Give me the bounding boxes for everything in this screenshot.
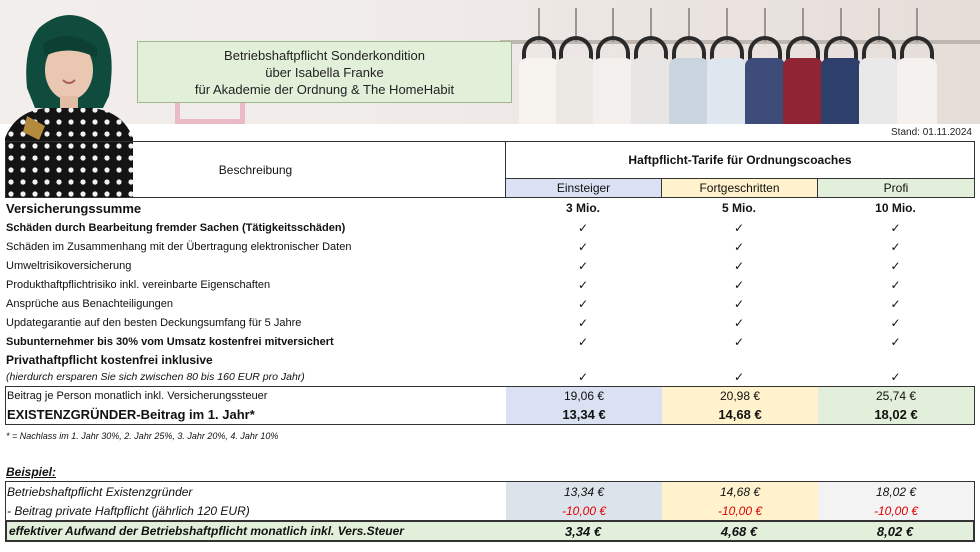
table-row: [5, 256, 975, 275]
check-icon: ✓: [733, 370, 745, 384]
row-label: Schäden durch Bearbeitung fremder Sachen (Tätigkeitsschäden): [6, 221, 346, 234]
row-value: 10 Mio.: [875, 201, 916, 215]
check-icon: ✓: [577, 370, 589, 384]
row-value: 3 Mio.: [565, 201, 600, 215]
garment: [745, 58, 785, 124]
offer-line: Betriebshaftpflicht Sonderkondition: [224, 47, 425, 63]
effective-cost-value: 3,34 €: [564, 523, 602, 539]
garment: [859, 58, 899, 124]
check-icon: ✓: [733, 239, 745, 254]
table-row: [5, 199, 975, 217]
row-label: Ansprüche aus Benachteiligungen: [6, 297, 173, 310]
table-row: [5, 218, 975, 237]
row-label: Schäden im Zusammenhang mit der Übertragung elektronischer Daten: [6, 240, 352, 253]
check-icon: ✓: [733, 315, 745, 330]
offer-info-box: [137, 41, 512, 103]
example-value: 18,02 €: [818, 482, 974, 502]
founder-price-value: 18,02 €: [818, 405, 974, 424]
garment: [783, 58, 823, 124]
monthly-price-value: 19,06 €: [506, 387, 662, 405]
example-value: -10,00 €: [506, 501, 662, 520]
table-header: [5, 141, 975, 198]
effective-cost-row: [5, 520, 975, 542]
pricing-box: [5, 386, 975, 425]
row-label: Produkthaftpflichtrisiko inkl. vereinbarte Eigenschaften: [6, 278, 271, 291]
description-header: Beschreibung: [6, 142, 506, 197]
monthly-price-value: 20,98 €: [662, 387, 818, 405]
tier-fortgeschritten: Fortgeschritten: [662, 179, 818, 197]
table-row: [5, 294, 975, 313]
garment: [669, 58, 709, 124]
garment: [519, 58, 559, 124]
example-label: - Beitrag private Haftpflicht (jährlich 120 EUR): [7, 503, 250, 518]
private-liability-note: (hierdurch ersparen Sie sich zwischen 80 bis 160 EUR pro Jahr): [6, 371, 305, 383]
stand-date: Stand: 01.11.2024: [891, 127, 972, 138]
check-icon: ✓: [890, 334, 901, 349]
check-icon: ✓: [890, 277, 901, 292]
example-value: -10,00 €: [662, 501, 818, 520]
private-liability-label: Privathaftpflicht kostenfrei inklusive: [6, 353, 213, 367]
garment: [821, 58, 861, 124]
check-icon: ✓: [733, 258, 745, 273]
example-value: -10,00 €: [818, 501, 974, 520]
example-box: [5, 481, 975, 521]
row-label: Subunternehmer bis 30% vom Umsatz kostenfrei mitversichert: [6, 335, 334, 348]
check-icon: ✓: [577, 315, 589, 330]
example-title: Beispiel:: [6, 465, 57, 479]
check-icon: ✓: [577, 258, 589, 273]
tariffs-title: Haftpflicht-Tarife für Ordnungscoaches: [506, 142, 974, 179]
tier-profi: Profi: [818, 179, 974, 197]
founder-price-value: 14,68 €: [662, 405, 818, 424]
monthly-price-label: Beitrag je Person monatlich inkl. Versicherungssteuer: [7, 390, 268, 402]
garment: [897, 58, 937, 124]
private-liability-note-row: [5, 368, 975, 386]
founder-price-value: 13,34 €: [506, 405, 662, 424]
check-icon: ✓: [890, 239, 901, 254]
garment: [593, 58, 633, 124]
garment: [631, 58, 671, 124]
example-value: 14,68 €: [662, 482, 818, 502]
table-row: [5, 313, 975, 332]
table-row: [5, 332, 975, 351]
check-icon: ✓: [577, 220, 589, 235]
table-row: [5, 275, 975, 294]
row-label: Updategarantie auf den besten Deckungsumfang für 5 Jahre: [6, 316, 302, 329]
check-icon: ✓: [577, 277, 589, 292]
check-icon: ✓: [577, 296, 589, 311]
tier-einsteiger: Einsteiger: [506, 179, 662, 197]
garment: [556, 58, 596, 124]
check-icon: ✓: [890, 315, 901, 330]
offer-line: für Akademie der Ordnung & The HomeHabit: [194, 81, 455, 97]
effective-cost-value: 8,02 €: [876, 523, 914, 539]
check-icon: ✓: [733, 334, 745, 349]
example-label: Betriebshaftpflicht Existenzgründer: [7, 485, 193, 499]
garment: [707, 58, 747, 124]
check-icon: ✓: [890, 370, 901, 384]
founder-price-row: [6, 405, 974, 424]
example-value: 13,34 €: [506, 482, 662, 502]
table-row: [5, 237, 975, 256]
offer-line: über Isabella Franke: [265, 64, 384, 80]
example-row: [6, 501, 974, 520]
example-row: [6, 482, 974, 502]
private-liability-row: [5, 351, 975, 369]
check-icon: ✓: [890, 296, 901, 311]
check-icon: ✓: [890, 220, 901, 235]
founder-price-label: EXISTENZGRÜNDER-Beitrag im 1. Jahr*: [7, 407, 255, 422]
monthly-price-row: [6, 387, 974, 405]
monthly-price-value: 25,74 €: [818, 387, 974, 405]
check-icon: ✓: [577, 239, 589, 254]
discount-footnote: * = Nachlass im 1. Jahr 30%, 2. Jahr 25%, 3. Jahr 20%, 4. Jahr 10%: [6, 431, 279, 441]
row-value: 5 Mio.: [721, 201, 756, 215]
check-icon: ✓: [733, 220, 745, 235]
row-label: Versicherungssumme: [6, 200, 142, 216]
check-icon: ✓: [733, 296, 745, 311]
row-label: Umweltrisikoversicherung: [6, 259, 132, 272]
check-icon: ✓: [733, 277, 745, 292]
effective-cost-value: 4,68 €: [720, 523, 758, 539]
check-icon: ✓: [890, 258, 901, 273]
effective-cost-label: effektiver Aufwand der Betriebshaftpflicht monatlich inkl. Vers.Steuer: [9, 524, 404, 538]
check-icon: ✓: [577, 334, 589, 349]
